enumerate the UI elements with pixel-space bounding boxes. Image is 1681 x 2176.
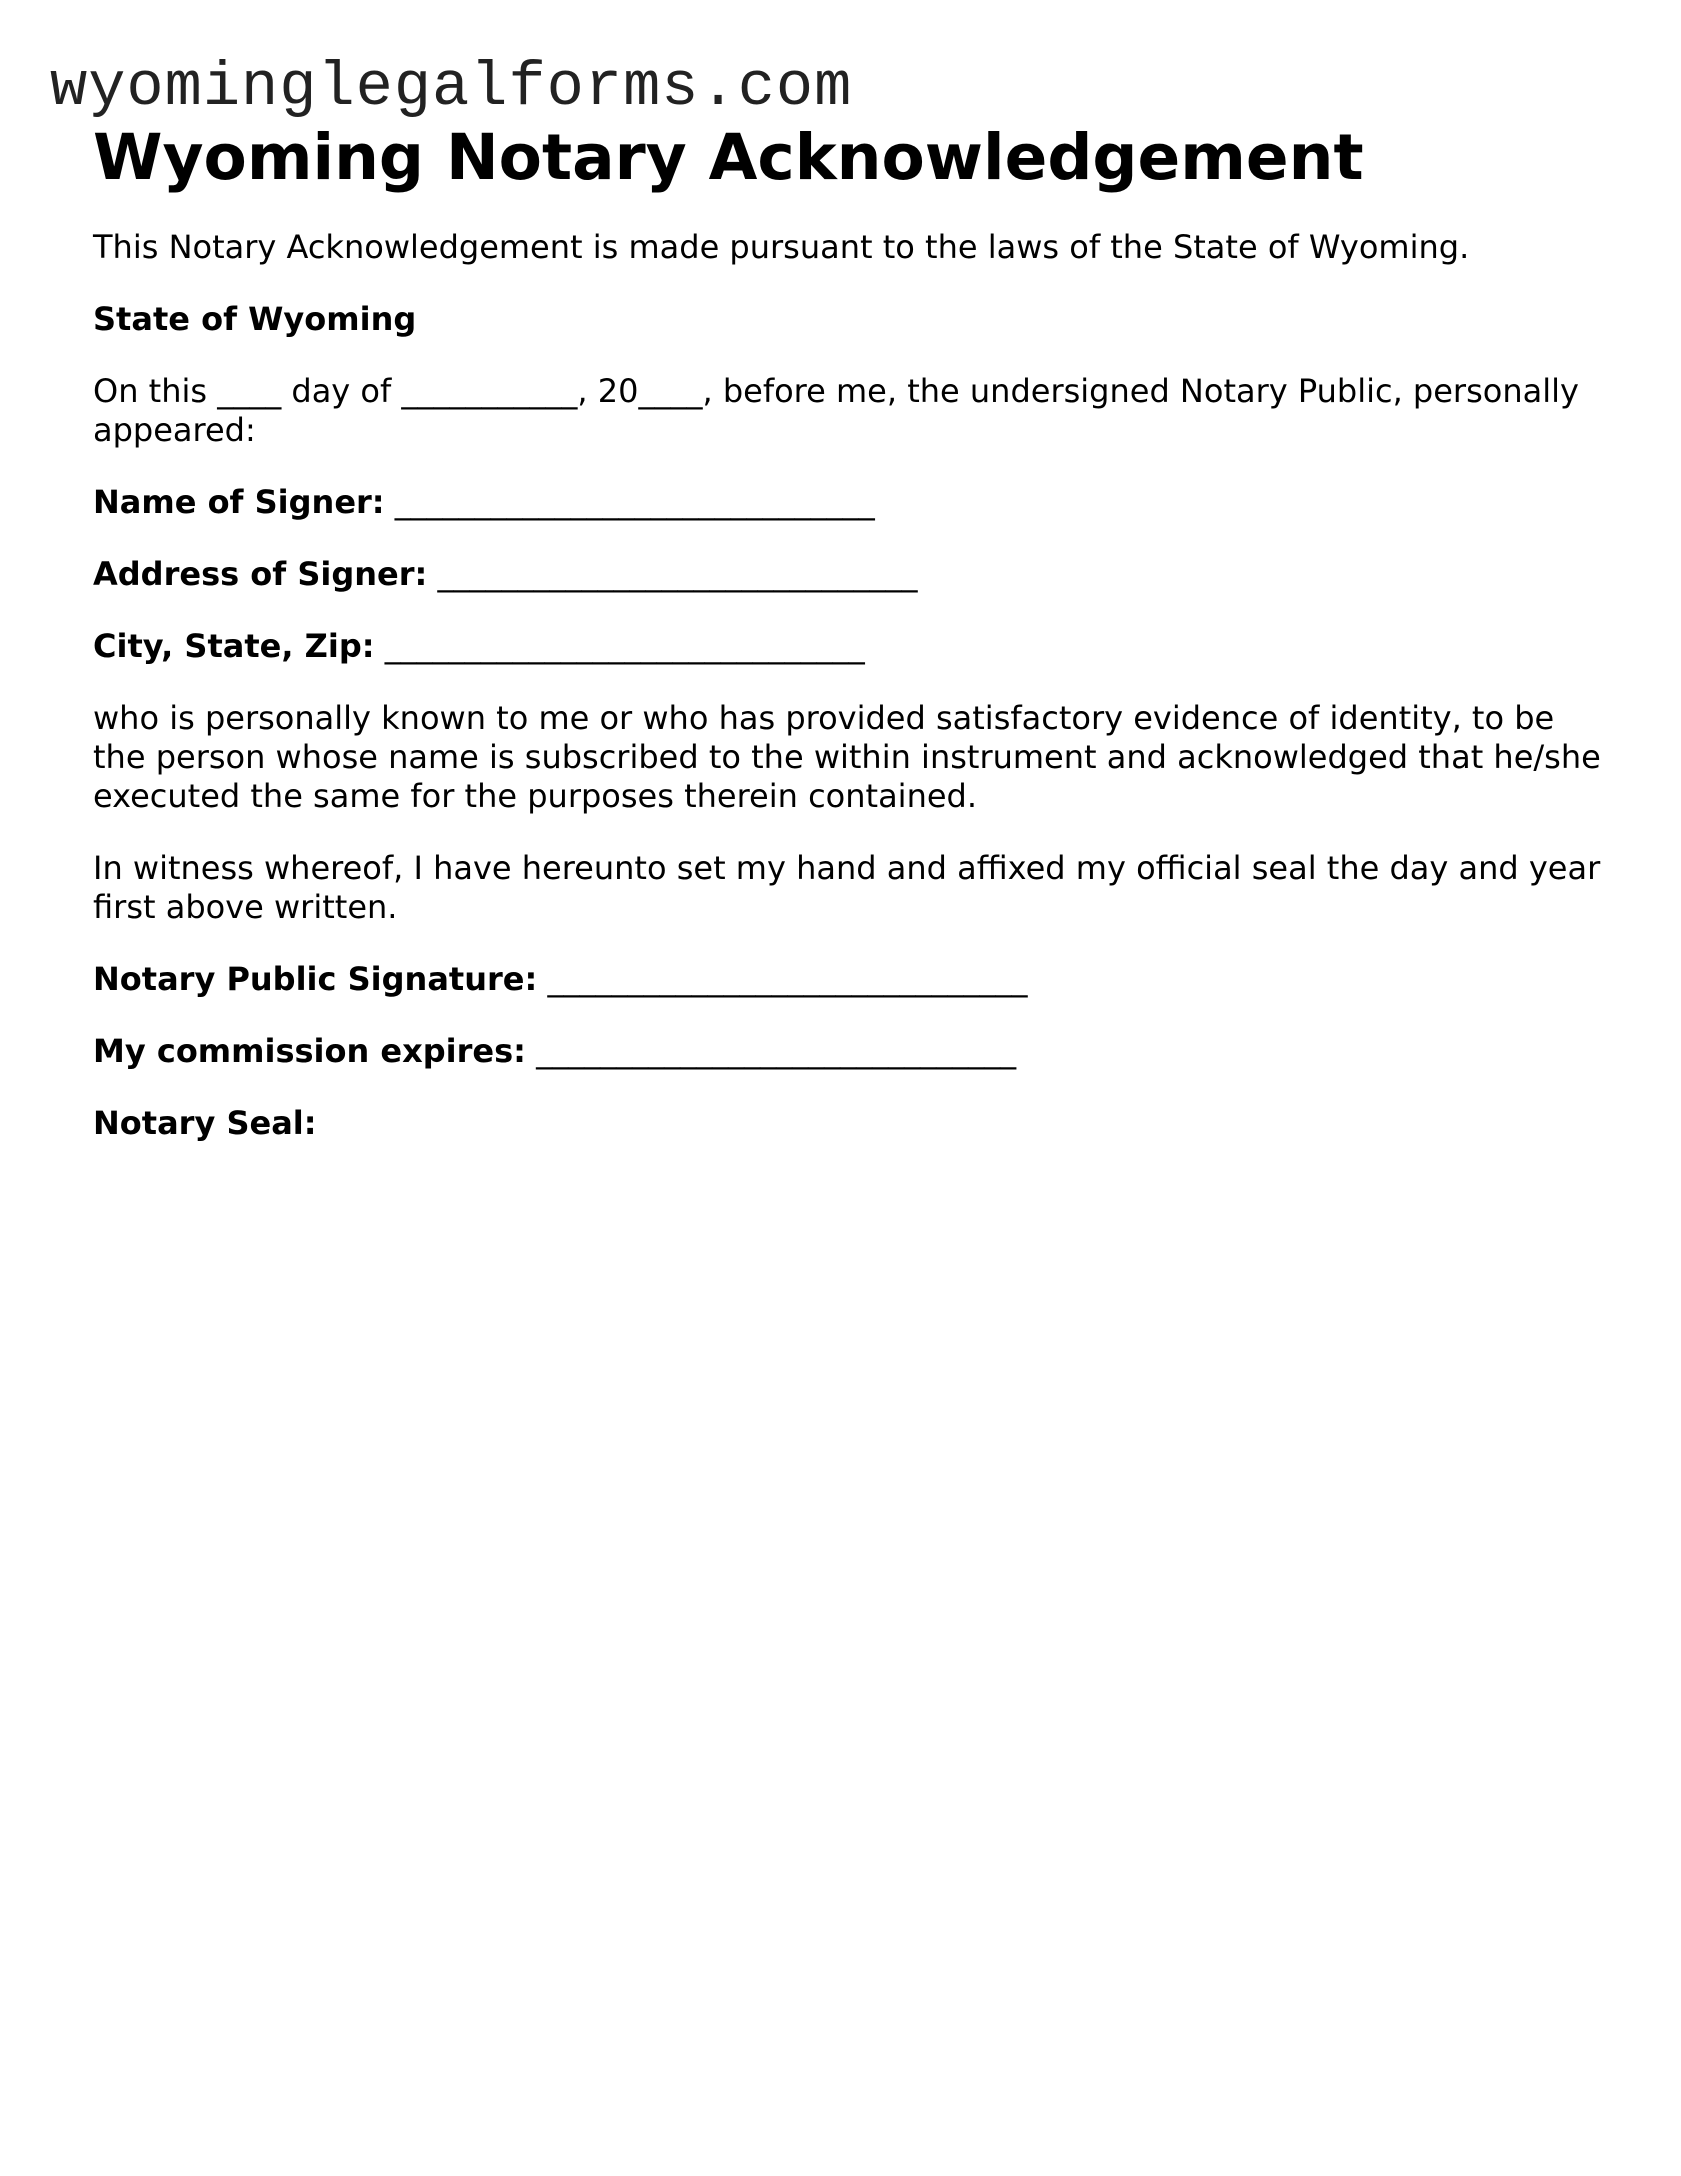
city-state-zip-blank[interactable]: ______________________________ bbox=[384, 627, 865, 665]
commission-expires-blank[interactable]: ______________________________ bbox=[536, 1032, 1017, 1070]
city-state-zip-label: City, State, Zip: bbox=[93, 627, 375, 665]
document-body bbox=[93, 118, 1613, 1176]
site-watermark: wyominglegalforms.com bbox=[50, 52, 853, 123]
notary-signature-field bbox=[93, 960, 1613, 999]
address-of-signer-label: Address of Signer: bbox=[93, 555, 428, 593]
name-of-signer-blank[interactable]: ______________________________ bbox=[394, 483, 875, 521]
state-heading: State of Wyoming bbox=[93, 300, 417, 338]
address-of-signer-blank[interactable]: ______________________________ bbox=[437, 555, 918, 593]
address-of-signer-field bbox=[93, 555, 1613, 594]
commission-expires-label: My commission expires: bbox=[93, 1032, 526, 1070]
notary-seal-label: Notary Seal: bbox=[93, 1104, 317, 1142]
intro-paragraph: This Notary Acknowledgement is made pursuant to the laws of the State of Wyoming. bbox=[93, 228, 1470, 266]
witness-paragraph: In witness whereof, I have hereunto set my hand and affixed my official seal the day and year first above written. bbox=[93, 849, 1601, 926]
identity-paragraph: who is personally known to me or who has provided satisfactory evidence of identity, to be the person whose name is subscribed to the within instrument and acknowledged that he/she executed the same for the purposes therein contained. bbox=[93, 699, 1601, 815]
name-of-signer-field bbox=[93, 483, 1613, 522]
appearance-paragraph: On this ____ day of ___________, 20____, before me, the undersigned Notary Public, personally appeared: bbox=[93, 372, 1579, 449]
notary-signature-blank[interactable]: ______________________________ bbox=[547, 960, 1028, 998]
commission-expires-field bbox=[93, 1032, 1613, 1071]
city-state-zip-field bbox=[93, 627, 1613, 666]
document-title: Wyoming Notary Acknowledgement bbox=[93, 121, 1364, 194]
notary-signature-label: Notary Public Signature: bbox=[93, 960, 538, 998]
name-of-signer-label: Name of Signer: bbox=[93, 483, 385, 521]
